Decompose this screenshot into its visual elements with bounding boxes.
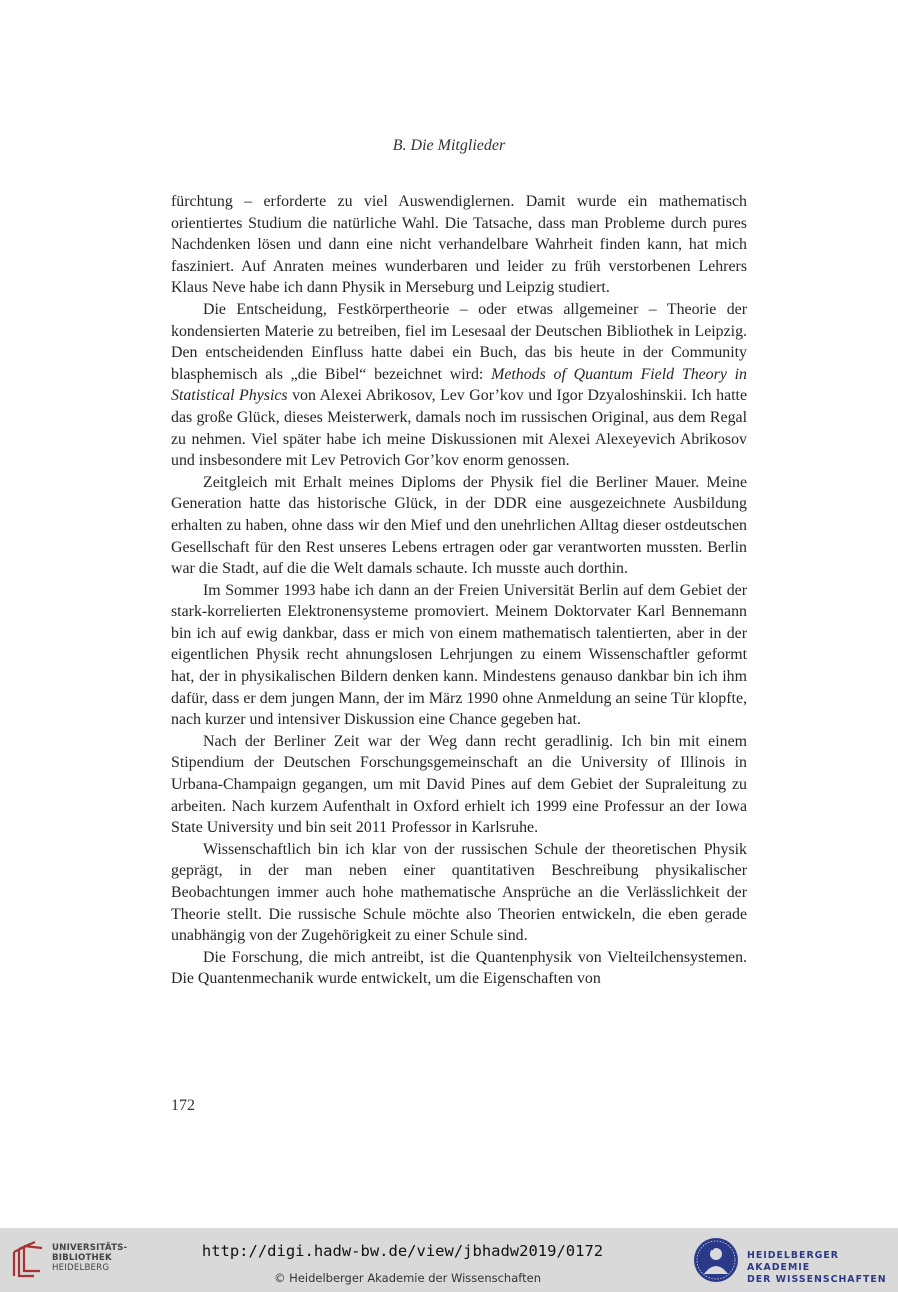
paragraph-text: Die Entscheidung, Festkörpertheorie – oder etwas allgemeiner – Theorie der kondensierten Materie zu betreiben, fiel im Lesesaal der Deutschen Bibliothek in Leipzig. Den entscheidenden Einfluss hatte dabei ein Buch, das bis heute in der Community blasphemisch als „die Bibel“ bezeichnet wird: [171,300,747,383]
paragraph: Die Forschung, die mich antreibt, ist die Quantenphysik von Vielteilchensystemen. Die Quantenmechanik wurde entwickelt, um die Eigenschaften von [171,948,747,988]
paragraph-text: von Alexei Abrikosov, Lev Gor’kov und Igor Dzyaloshinskii. Ich hatte das große Glück, dieses Meisterwerk, damals noch im russischen Original, aus dem Regal zu nehmen. Viel später habe ich meine Diskussionen mit Alexei Alexeyevich Abrikosov und insbesondere mit Lev Petrovich Gor’kov enorm genossen. [171,387,748,470]
running-head: B. Die Mitglieder [392,137,506,154]
academy-seal-icon [692,1236,740,1284]
paragraph: fürchtung – erforderte zu viel Auswendiglernen. Damit wurde ein mathematisch orientiertes Studium die natürliche Wahl. Die Tatsache, dass man Probleme durch pures Nachdenken lösen und dann eine nicht verhandelbare Wahrheit finden kann, hat mich fasziniert. Auf Anraten meines wunderbaren und leider zu früh verstorbenen Lehrers Klaus Neve habe ich dann Physik in Merseburg und Leipzig studiert. [171,193,747,297]
library-name-line: UNIVERSITÄTS- [52,1243,128,1253]
academy-name-line: DER WISSENSCHAFTEN [747,1274,887,1285]
permalink-url[interactable]: http://digi.hadw-bw.de/view/jbhadw2019/0172 [201,1242,604,1260]
book-title: Methods of Quantum Field Theory in Statistical Physics [171,365,747,405]
academy-name-line: HEIDELBERGER AKADEMIE [747,1250,839,1273]
academy-name [747,1250,892,1286]
copyright-notice: © Heidelberger Akademie der Wissenschaften [274,1271,541,1285]
paragraph [171,299,747,472]
library-name-line: HEIDELBERG [52,1263,110,1273]
paragraph: Wissenschaftlich bin ich klar von der russischen Schule der theoretischen Physik geprägt, in der man neben einer quantitativen Beschreibung physikalischer Beobachtungen immer auch hohe mathematische Ansprüche an die Verlässlichkeit der Theorie stellt. Die russische Schule möchte also Theorien entwickeln, die eben gerade unabhängig von der Zugehörigkeit zu einer Schule sind. [171,840,747,945]
paragraph: Im Sommer 1993 habe ich dann an der Freien Universität Berlin auf dem Gebiet der stark-korrelierten Elektronensysteme promoviert. Meinem Doktorvater Karl Bennemann bin ich auf ewig dankbar, dass er mich von einem mathematisch talentierten, aber in der eigentlichen Physik recht ahnungslosen Lehrjungen zu einem Wissenschaftler geformt hat, der in physikalischen Bildern denken kann. Mindestens genauso dankbar bin ich ihm dafür, dass er dem jungen Mann, der im März 1990 ohne Anmeldung an seine Tür klopfte, nach kurzer und intensiver Diskussion eine Chance gegeben hat. [171,581,747,729]
paragraph: Nach der Berliner Zeit war der Weg dann recht geradlinig. Ich bin mit einem Stipendium der Deutschen Forschungsgemeinschaft an die University of Illinois in Urbana-Champaign gegangen, um mit David Pines auf dem Gebiet der Supraleitung zu arbeiten. Nach kurzem Aufenthalt in Oxford erhielt ich 1999 eine Professur an der Iowa State University und bin seit 2011 Professor in Karlsruhe. [171,732,747,837]
library-name-line: BIBLIOTHEK [52,1253,112,1263]
footer-bar [0,1228,898,1292]
paragraph: Zeitgleich mit Erhalt meines Diploms der Physik fiel die Berliner Mauer. Meine Generation hatte das historische Glück, in der DDR eine ausgezeichnete Ausbildung erhalten zu haben, ohne dass wir den Mief und den unehrlichen Alltag dieser ostdeutschen Gesellschaft für den Rest unseres Lebens ertragen oder gar verantworten mussten. Berlin war die Stadt, auf die die Welt damals schaute. Ich musste auch dorthin. [171,473,747,578]
body-text [171,191,747,990]
academy-logo[interactable] [692,1236,892,1284]
page-number: 172 [171,1097,195,1114]
